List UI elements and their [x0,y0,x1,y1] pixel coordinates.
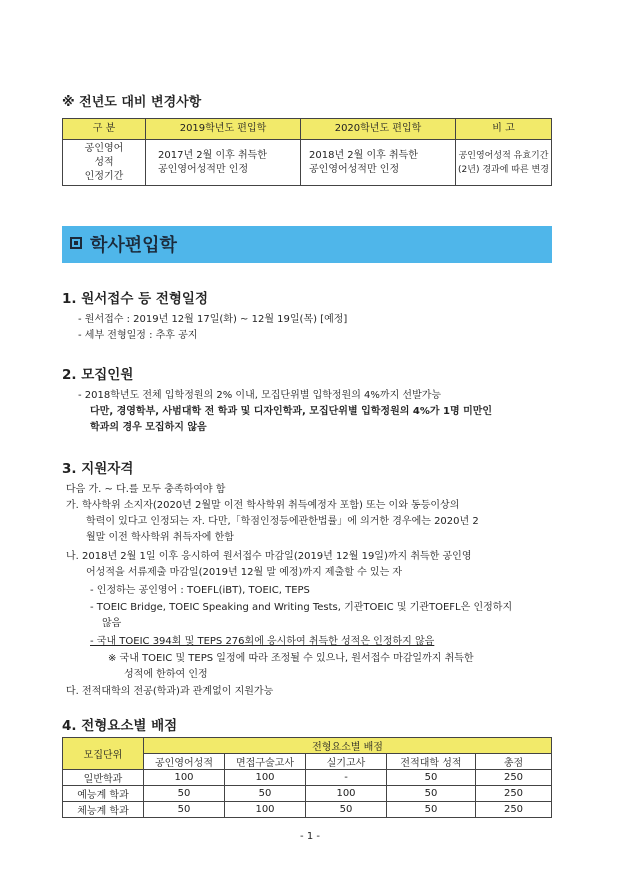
page-number: - 1 - [300,831,320,842]
section3-line: - 국내 TOEIC 394회 및 TEPS 276회에 응시하여 취득한 성적은 인정하지 않음 [90,636,435,647]
section3-line: - TOEIC Bridge, TOEIC Speaking and Writing Tests, 기관TOEIC 및 기관TOEFL은 인정하지 [90,602,513,613]
header-note: 비 고 [456,119,552,140]
row-2019: 2017년 2월 이후 취득한 공인영어성적만 인정 [146,140,301,186]
section3-line: 월말 이전 학사학위 취득자에 한함 [86,532,234,543]
section3-line: 다. 전적대학의 전공(학과)과 관계없이 지원가능 [66,686,274,697]
header-2020: 2020학년도 편입학 [301,119,456,140]
score-table [62,737,552,818]
table-row: 일반학과 100 100 - 50 250 [63,770,552,786]
column-header: 실기고사 [306,754,387,770]
section4-title: 4. 전형요소별 배점 [62,718,178,734]
row-note: 공인영어성적 유효기간 (2년) 경과에 따른 변경 [456,140,552,186]
header-category: 구 분 [63,119,146,140]
table-row: 예능계 학과 50 50 100 50 250 [63,786,552,802]
section3-line: - 인정하는 공인영어 : TOEFL(iBT), TOEIC, TEPS [90,585,310,596]
section3-line: 성적에 한하여 인정 [124,669,208,680]
table-row: 체능계 학과 50 100 50 50 250 [63,802,552,818]
section3-line: 학력이 있다고 인정되는 자. 다만,「학점인정등에관한법률」에 의거한 경우에는 2020년 2 [86,516,479,527]
score-table-group-header [63,738,552,754]
section3-line: 나. 2018년 2월 1일 이후 응시하여 원서접수 마감일(2019년 12월 19일)까지 취득한 공인영 [66,551,472,562]
section3-line: ※ 국내 TOEIC 및 TEPS 일정에 따라 조정될 수 있으나, 원서접수 마감일까지 취득한 [108,653,474,664]
column-header: 공인영어성적 [144,754,225,770]
change-table-header [63,119,552,140]
header-2019: 2019학년도 편입학 [146,119,301,140]
banner-title: 학사편입학 [90,235,177,256]
section3-line: 어성적을 서류제출 마감일(2019년 12월 말 예정)까지 제출할 수 있는 자 [86,567,403,578]
section1-item: - 원서접수 : 2019년 12월 17일(화) ~ 12월 19일(목) [예정] [78,314,348,325]
section1-item: - 세부 전형일정 : 추후 공지 [78,330,198,341]
section2-line: 학과의 경우 모집하지 않음 [90,422,207,433]
column-header: 전적대학 성적 [387,754,476,770]
section1-title: 1. 원서접수 등 전형일정 [62,291,208,307]
square-bullet-icon [70,237,82,249]
change-table-row [63,140,552,186]
row-2020: 2018년 2월 이후 취득한 공인영어성적만 인정 [301,140,456,186]
section3-line: 가. 학사학위 소지자(2020년 2월말 이전 학사학위 취득예정자 포함) 또는 이와 동등이상의 [66,500,460,511]
column-header: 면접구술고사 [225,754,306,770]
row-category: 공인영어 성적 인정기간 [63,140,146,186]
section3-line: 다음 가. ~ 다.를 모두 충족하여야 함 [66,484,226,495]
section2-title: 2. 모집인원 [62,367,134,383]
group-header: 전형요소별 배점 [144,738,552,754]
change-table [62,118,552,186]
column-header: 총점 [476,754,552,770]
section3-title: 3. 지원자격 [62,461,134,477]
section3-line: 않음 [102,618,122,629]
unit-header: 모집단위 [63,738,144,770]
section2-line: 다만, 경영학부, 사범대학 전 학과 및 디자인학과, 모집단위별 입학정원의 4%가 1명 미만인 [90,406,493,417]
section2-line: - 2018학년도 전체 입학정원의 2% 이내, 모집단위별 입학정원의 4%까지 선발가능 [78,390,442,401]
change-title: ※ 전년도 대비 변경사항 [62,95,202,110]
